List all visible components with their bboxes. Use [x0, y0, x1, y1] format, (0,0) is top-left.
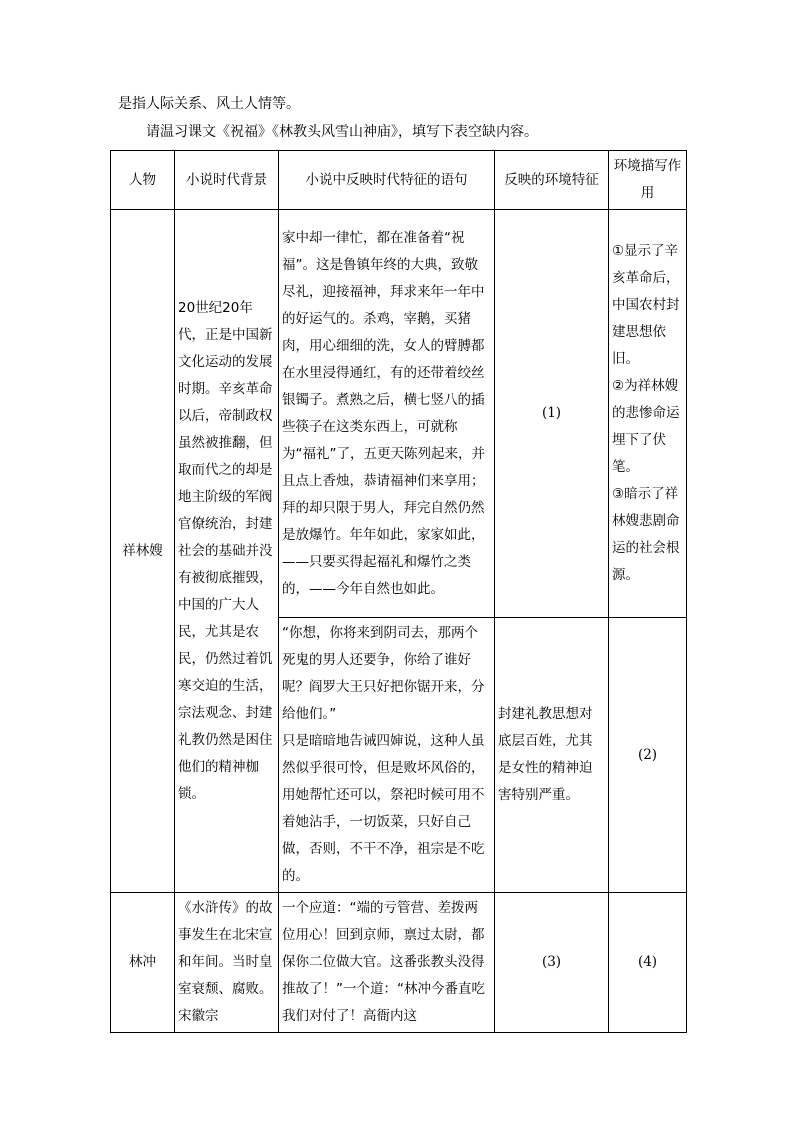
background-xianglinsao: 20世纪20年代，正是中国新文化运动的发展时期。辛亥革命以后，帝制政权虽然被推翻，但取而代之的却是地主阶级的军阀官僚统治，封建社会的基础并没有被彻底摧毁，中国的广大人民，尤其是农民，仍然过着饥寒交迫的生活，宗法观念、封建礼教仍然是困住他们的精神枷锁。 [175, 210, 279, 893]
header-function: 环境描写作用 [609, 151, 687, 210]
feature-xianglinsao-2: 封建礼教思想对底层百姓，尤其是女性的精神迫害特别严重。 [495, 618, 609, 893]
intro-line-1: 是指人际关系、风土人情等。 [118, 96, 300, 112]
function-xianglinsao-1 [609, 210, 687, 618]
blank-2: (2) [609, 618, 687, 893]
quote-zhufu-ritual: 家中却一律忙，都在准备着“祝福”。这是鲁镇年终的大典，致敬尽礼，迎接福神，拜求来年一年中的好运气的。杀鸡，宰鹅，买猪肉，用心细细的洗，女人的臂膊都在水里浸得通红，有的还带着绞丝银镯子。煮熟之后，横七竖八的插些筷子在这类东西上，可就称为“福礼”了，五更天陈列起来，并且点上香烛，恭请福神们来享用；拜的却只限于男人，拜完自然仍然是放爆竹。年年如此，家家如此，——只要买得起福礼和爆竹之类的，——今年自然也如此。 [279, 210, 495, 618]
function-point-3: ③暗示了祥林嫂悲剧命运的社会根源。 [612, 486, 680, 583]
blank-4: (4) [609, 893, 687, 1033]
quote-linchong: 一个应道：“端的亏管营、差拨两位用心！回到京师，禀过太尉，都保你二位做大官。这番张教头没得推故了！”一个道：“林冲今番直吃我们对付了！高衙内这 [279, 893, 495, 1033]
table-row-xianglinsao-1 [111, 210, 687, 618]
table-row-linchong [111, 893, 687, 1033]
person-xianglinsao: 祥林嫂 [111, 210, 175, 893]
quote-paragraph-2: 只是暗暗地告诫四婶说，这种人虽然似乎很可怜，但是败坏风俗的，用她帮忙还可以，祭祀时候可用不着她沾手，一切饭菜，只好自己做，否则，不干不净，祖宗是不吃的。 [282, 733, 485, 884]
function-point-1: ①显示了辛亥革命后，中国农村封建思想依旧。 [612, 243, 680, 367]
quote-feudal-ethics [279, 618, 495, 893]
function-point-2: ②为祥林嫂的悲惨命运埋下了伏笔。 [612, 378, 680, 475]
header-person: 人物 [111, 151, 175, 210]
blank-3: (3) [495, 893, 609, 1033]
quote-paragraph-1: “你想，你将来到阴司去，那两个死鬼的男人还要争，你给了谁好呢？阎罗大王只好把你锯开来，分给他们。” [282, 625, 485, 722]
header-features: 反映的环境特征 [495, 151, 609, 210]
person-linchong: 林冲 [111, 893, 175, 1033]
background-linchong: 《水浒传》的故事发生在北宋宣和年间。当时皇室衰颓、腐败。宋徽宗 [175, 893, 279, 1033]
blank-1: (1) [495, 210, 609, 618]
header-background: 小说时代背景 [175, 151, 279, 210]
table-header-row [111, 151, 687, 210]
fill-in-table [110, 150, 687, 1033]
header-quotes: 小说中反映时代特征的语句 [279, 151, 495, 210]
intro-line-2: 请温习课文《祝福》《林教头风雪山神庙》，填写下表空缺内容。 [146, 124, 538, 140]
